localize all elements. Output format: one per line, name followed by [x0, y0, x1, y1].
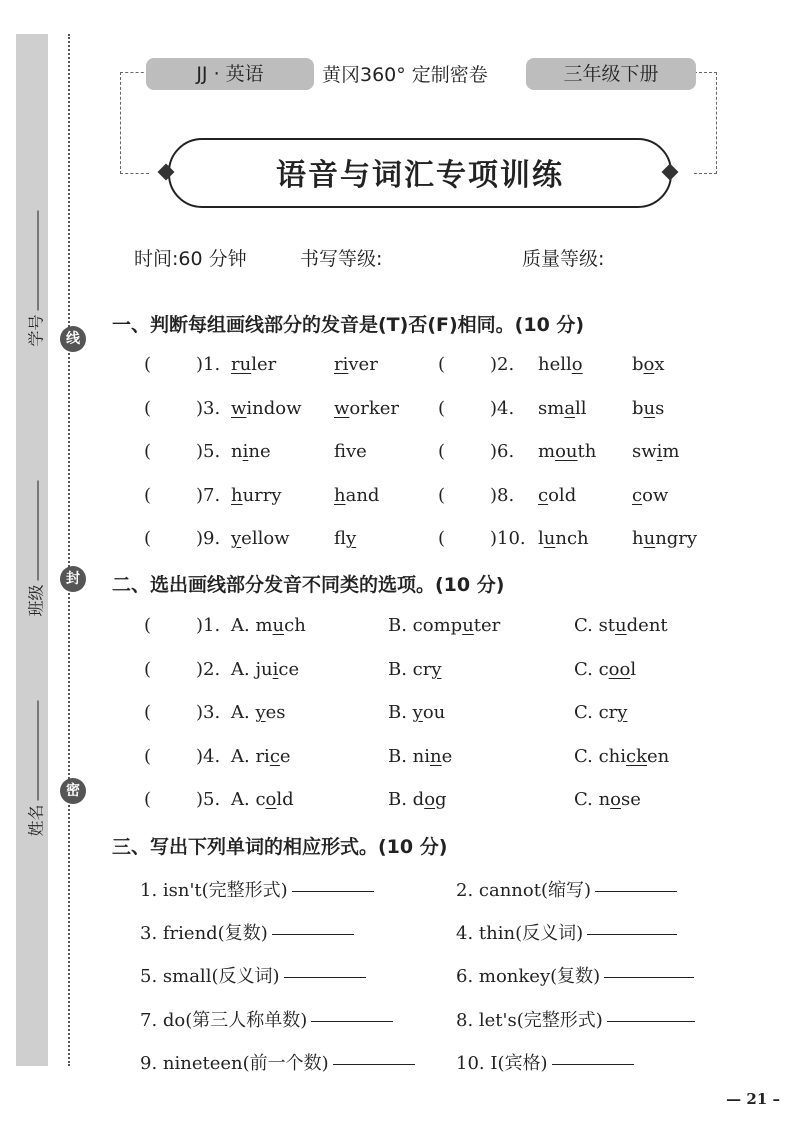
answer-bracket[interactable]: ( — [438, 528, 446, 549]
word: C. nose — [574, 789, 641, 810]
word-b — [334, 354, 378, 375]
underlined-letters: i — [272, 659, 279, 680]
answer-bracket[interactable]: ( — [438, 398, 446, 419]
answer-blank[interactable] — [587, 933, 677, 935]
fill-label: 6. monkey(复数) — [456, 966, 601, 987]
answer-blank[interactable] — [333, 1063, 415, 1065]
underlined-letters: u — [615, 615, 627, 636]
underlined-letters: ou — [555, 441, 578, 462]
answer-blank[interactable] — [272, 933, 354, 935]
word-b — [632, 485, 668, 506]
underlined-letters: ck — [626, 746, 648, 767]
item-number: )1. — [196, 615, 221, 636]
underlined-letters: o — [424, 789, 436, 810]
fill-label: 10. I(宾格) — [456, 1053, 548, 1074]
grade-pill: 三年级下册 — [526, 58, 696, 90]
item-number: )5. — [196, 789, 221, 810]
item-number: )3. — [196, 702, 221, 723]
answer-bracket[interactable]: ( — [438, 354, 446, 375]
option-a[interactable] — [231, 615, 306, 636]
word: box — [632, 354, 665, 375]
fill-label: 1. isn't(完整形式) — [140, 880, 288, 901]
answer-bracket[interactable]: ( — [438, 485, 446, 506]
answer-bracket[interactable]: ( — [144, 789, 152, 810]
word: river — [334, 354, 378, 375]
underlined-letters: y — [231, 528, 242, 549]
underlined-letters: c — [538, 485, 549, 506]
header-dash-right — [694, 72, 717, 174]
fill-label: 8. let's(完整形式) — [456, 1010, 603, 1031]
section3-title: 三、写出下列单词的相应形式。(10 分) — [112, 836, 448, 858]
word: cold — [538, 485, 577, 506]
answer-bracket[interactable]: ( — [144, 398, 152, 419]
fill-label: 7. do(第三人称单数) — [140, 1010, 308, 1031]
word-b — [632, 354, 665, 375]
word: mouth — [538, 441, 597, 462]
page-number: — 21 – — [726, 1090, 780, 1108]
word: window — [231, 398, 302, 419]
underlined-letters: o — [610, 789, 622, 810]
underlined-letters: u — [643, 398, 656, 419]
fill-item — [456, 919, 677, 945]
word: B. nine — [388, 746, 453, 767]
word-b — [334, 441, 367, 462]
word: yellow — [231, 528, 290, 549]
word: C. student — [574, 615, 668, 636]
option-c[interactable] — [574, 702, 627, 723]
fill-item — [456, 1006, 695, 1032]
word: B. you — [388, 702, 446, 723]
fill-label: 9. nineteen(前一个数) — [140, 1053, 329, 1074]
answer-bracket[interactable]: ( — [144, 528, 152, 549]
word-a — [231, 485, 282, 506]
time-limit: 时间:60 分钟 — [134, 248, 247, 270]
cut-line — [68, 34, 70, 1066]
underlined-letters: o — [571, 354, 583, 375]
item-number: )7. — [196, 485, 221, 506]
section2-title: 二、选出画线部分发音不同类的选项。(10 分) — [112, 574, 505, 596]
word-b — [334, 485, 379, 506]
option-b[interactable] — [388, 659, 442, 680]
answer-bracket[interactable]: ( — [144, 702, 152, 723]
class-field[interactable]: 班级 — [24, 447, 47, 617]
fill-item — [140, 1006, 393, 1032]
section1-title: 一、判断每组画线部分的发音是(T)否(F)相同。(10 分) — [112, 314, 585, 336]
word: hurry — [231, 485, 282, 506]
word: B. computer — [388, 615, 501, 636]
underlined-letters: y — [431, 659, 442, 680]
underlined-letters: h — [334, 485, 346, 506]
option-b[interactable] — [388, 702, 445, 723]
underlined-letters: ru — [231, 354, 252, 375]
underlined-letters: y — [617, 702, 628, 723]
fill-item — [140, 876, 374, 902]
word: lunch — [538, 528, 589, 549]
word: A. much — [231, 615, 306, 636]
answer-blank[interactable] — [284, 976, 366, 978]
underlined-letters: o — [643, 354, 655, 375]
word-b — [334, 398, 399, 419]
underlined-letters: i — [242, 441, 249, 462]
underlined-letters: y — [412, 702, 423, 723]
answer-bracket[interactable]: ( — [144, 485, 152, 506]
word-b — [632, 441, 680, 462]
seal-mark-secret: 密 — [60, 778, 86, 804]
underlined-letters: w — [231, 398, 247, 419]
word: ruler — [231, 354, 277, 375]
word: worker — [334, 398, 400, 419]
word-a — [231, 354, 276, 375]
underlined-letters: i — [656, 441, 663, 462]
seal-mark-seal: 封 — [60, 566, 86, 592]
answer-blank[interactable] — [292, 890, 374, 892]
word-a — [538, 528, 589, 549]
underlined-letters: y — [346, 528, 357, 549]
option-b[interactable] — [388, 789, 447, 810]
option-a[interactable] — [231, 789, 294, 810]
series-name: 黄冈360° 定制密卷 — [322, 64, 488, 86]
subject-pill: JJ · 英语 — [146, 58, 314, 90]
word-b — [632, 528, 697, 549]
answer-blank[interactable] — [311, 1020, 393, 1022]
word-b — [334, 528, 356, 549]
fill-label: 5. small(反义词) — [140, 966, 280, 987]
word: fly — [334, 528, 357, 549]
word: C. chicken — [574, 746, 670, 767]
underlined-letters: ri — [334, 354, 349, 375]
word: A. rice — [231, 746, 291, 767]
fill-label: 4. thin(反义词) — [456, 923, 584, 944]
item-number: )2. — [490, 354, 515, 375]
word: fve — [334, 441, 367, 462]
underlined-letters: oo — [608, 659, 631, 680]
word: nine — [231, 441, 271, 462]
answer-blank[interactable] — [595, 890, 677, 892]
underlined-letters: c — [632, 485, 643, 506]
word-b — [632, 398, 664, 419]
option-c[interactable] — [574, 789, 641, 810]
word-a — [538, 354, 583, 375]
item-number: )4. — [490, 398, 515, 419]
word: C. cry — [574, 702, 628, 723]
fill-item — [456, 962, 694, 988]
underlined-letters: o — [265, 789, 277, 810]
word: B. dog — [388, 789, 447, 810]
fill-item — [140, 1049, 415, 1075]
word-a — [231, 441, 271, 462]
fill-item — [456, 1049, 634, 1075]
answer-bracket[interactable]: ( — [438, 441, 446, 462]
word: C. cool — [574, 659, 637, 680]
fill-item — [140, 962, 366, 988]
underlined-letters: u — [643, 528, 656, 549]
answer-blank[interactable] — [552, 1063, 634, 1065]
answer-bracket[interactable]: ( — [144, 615, 152, 636]
underlined-letters: u — [462, 615, 474, 636]
handwriting-grade[interactable]: 书写等级: — [300, 248, 383, 270]
seal-mark-line: 线 — [60, 326, 86, 352]
option-b[interactable] — [388, 746, 452, 767]
word: cow — [632, 485, 669, 506]
page-title: 语音与词汇专项训练 — [276, 158, 564, 193]
item-number: )1. — [196, 354, 221, 375]
word-a — [538, 441, 596, 462]
option-c[interactable] — [574, 659, 636, 680]
item-number: )4. — [196, 746, 221, 767]
underlined-letters: c — [269, 746, 280, 767]
item-number: )6. — [490, 441, 515, 462]
underlined-letters: y — [255, 702, 266, 723]
word: A. juice — [231, 659, 300, 680]
answer-bracket[interactable]: ( — [144, 354, 152, 375]
word-a — [538, 485, 576, 506]
underlined-letters: w — [334, 398, 350, 419]
word: swim — [632, 441, 680, 462]
option-c[interactable] — [574, 746, 669, 767]
option-c[interactable] — [574, 615, 668, 636]
underlined-letters: h — [231, 485, 243, 506]
item-number: )8. — [490, 485, 515, 506]
answer-bracket[interactable]: ( — [144, 746, 152, 767]
fill-label: 2. cannot(缩写) — [456, 880, 592, 901]
fill-item — [456, 876, 677, 902]
word: B. cry — [388, 659, 442, 680]
student-id-field[interactable]: 学号 — [24, 177, 47, 347]
option-b[interactable] — [388, 615, 500, 636]
item-number: )10. — [490, 528, 526, 549]
underlined-letters: n — [430, 746, 442, 767]
option-a[interactable] — [231, 746, 291, 767]
item-number: )2. — [196, 659, 221, 680]
answer-bracket[interactable]: ( — [144, 659, 152, 680]
fill-label: 3. friend(复数) — [140, 923, 268, 944]
word: bus — [632, 398, 665, 419]
word: hand — [334, 485, 380, 506]
item-number: )9. — [196, 528, 221, 549]
name-field[interactable]: 姓名 — [24, 667, 47, 837]
word-a — [231, 398, 302, 419]
underlined-letters: u — [543, 528, 556, 549]
word-a — [231, 528, 290, 549]
item-number: )5. — [196, 441, 221, 462]
underlined-letters: a — [564, 398, 576, 419]
word: small — [538, 398, 587, 419]
word-a — [538, 398, 587, 419]
word: A. cold — [231, 789, 294, 810]
option-a[interactable] — [231, 659, 299, 680]
word: hello — [538, 354, 583, 375]
underlined-letters: u — [272, 615, 285, 636]
answer-blank[interactable] — [604, 976, 694, 978]
answer-bracket[interactable]: ( — [144, 441, 152, 462]
item-number: )3. — [196, 398, 221, 419]
answer-blank[interactable] — [607, 1020, 695, 1022]
header-dash-left — [120, 72, 149, 174]
word: A. yes — [231, 702, 286, 723]
option-a[interactable] — [231, 702, 286, 723]
word: hungry — [632, 528, 698, 549]
quality-grade[interactable]: 质量等级: — [522, 248, 605, 270]
fill-item — [140, 919, 354, 945]
